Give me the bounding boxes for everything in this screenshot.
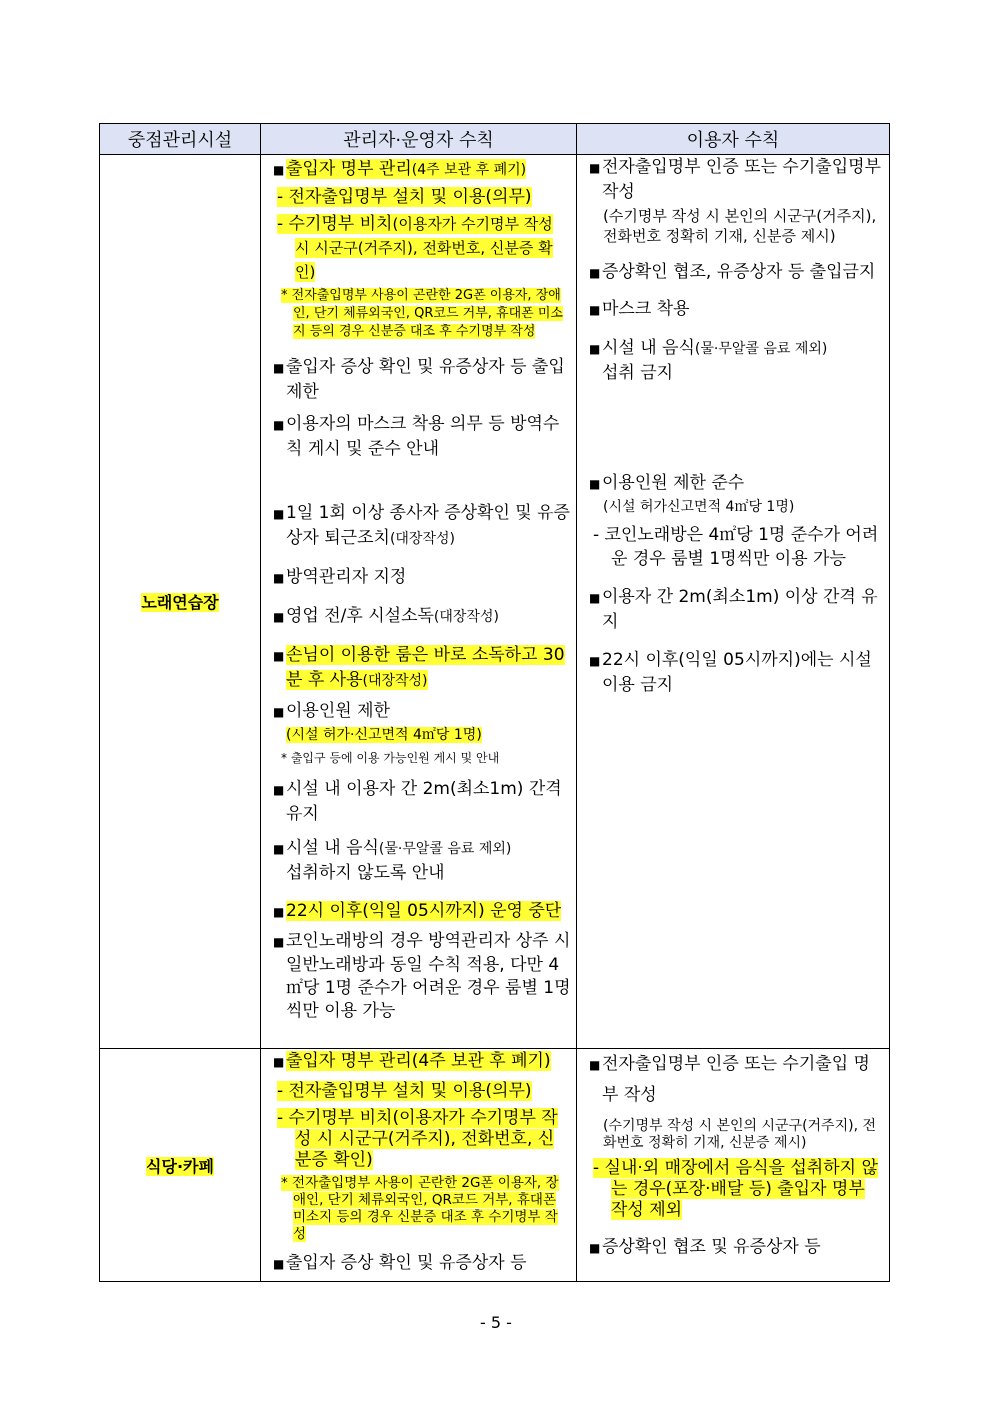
bullet-icon: ■ bbox=[273, 935, 285, 949]
header-user-rules: 이용자 수칙 bbox=[577, 124, 890, 155]
header-facility: 중점관리시설 bbox=[100, 124, 261, 155]
note: * 전자출입명부 사용이 곤란한 2G폰 이용자, 장애인, 단기 체류외국인, QR코드 거부, 휴대폰 미소지 등의 경우 신분증 대조 후 수기명부 작성 bbox=[281, 288, 563, 339]
list-item: ■증상확인 협조 및 유증상자 등 bbox=[589, 1235, 885, 1260]
list-item: ■시설 내 음식(물·무알콜 음료 제외) 섭취하지 않도록 안내 bbox=[273, 838, 512, 883]
bullet-icon: ■ bbox=[273, 783, 285, 797]
manager-rules-karaoke bbox=[261, 155, 577, 1049]
bullet-icon: ■ bbox=[273, 705, 285, 719]
bullet-icon: ■ bbox=[273, 1257, 285, 1271]
note: * 출입구 등에 이용 가능인원 게시 및 안내 bbox=[281, 751, 500, 765]
list-item: ■22시 이후(익일 05시까지)에는 시설 이용 금지 bbox=[589, 650, 872, 695]
bullet-icon: ■ bbox=[589, 654, 601, 668]
list-subitem: - 전자출입명부 설치 및 이용(의무) bbox=[277, 1081, 532, 1101]
note: * 전자출입명부 사용이 곤란한 2G폰 이용자, 장애인, 단기 체류외국인, QR코드 거부, 휴대폰 미소지 등의 경우 신분증 대조 후 수기명부 작성 bbox=[281, 1175, 559, 1242]
list-item: ■증상확인 협조, 유증상자 등 출입금지 bbox=[589, 260, 885, 285]
list-item: ■전자출입명부 인증 또는 수기출입명부 작성 bbox=[589, 157, 881, 202]
list-item: ■출입자 증상 확인 및 유증상자 등 bbox=[273, 1251, 572, 1276]
category-karaoke: 노래연습장 bbox=[141, 593, 219, 612]
user-rules-cafe bbox=[577, 1049, 890, 1282]
table-header-row bbox=[100, 124, 890, 155]
list-item: ■마스크 착용 bbox=[589, 297, 885, 322]
list-item: ■손님이 이용한 룸은 바로 소독하고 30분 후 사용(대장작성) bbox=[273, 645, 565, 690]
page-number: - 5 - bbox=[480, 1313, 512, 1332]
bullet-icon: ■ bbox=[589, 477, 601, 491]
list-item-detail: (시설 허가·신고면적 4㎡당 1명) bbox=[286, 727, 482, 743]
table-row-karaoke bbox=[100, 155, 890, 1049]
list-subitem: - 전자출입명부 설치 및 이용(의무) bbox=[277, 187, 532, 207]
list-item: ■이용인원 제한 bbox=[273, 699, 572, 724]
bullet-icon: ■ bbox=[273, 610, 285, 624]
list-item: ■출입자 명부 관리(4주 보관 후 폐기) bbox=[273, 1049, 572, 1074]
category-cell bbox=[100, 1049, 261, 1282]
list-item: ■출입자 증상 확인 및 유증상자 등 출입 제한 bbox=[273, 357, 565, 402]
list-item: ■시설 내 음식(물·무알콜 음료 제외) 섭취 금지 bbox=[589, 338, 828, 383]
list-item: ■전자출입명부 인증 또는 수기출입 명부 작성 bbox=[589, 1049, 885, 1110]
bullet-icon: ■ bbox=[589, 161, 601, 175]
bullet-icon: ■ bbox=[589, 591, 601, 605]
list-item: ■이용자 간 2m(최소1m) 이상 간격 유지 bbox=[589, 587, 878, 632]
bullet-icon: ■ bbox=[273, 842, 285, 856]
list-item-detail: (시설 허가신고면적 4㎡당 1명) bbox=[603, 499, 795, 515]
category-cell bbox=[100, 155, 261, 1049]
list-item: ■방역관리자 지정 bbox=[273, 565, 572, 590]
bullet-icon: ■ bbox=[589, 1058, 601, 1072]
list-item: ■22시 이후(익일 05시까지) 운영 중단 bbox=[273, 899, 572, 924]
bullet-icon: ■ bbox=[589, 266, 601, 280]
bullet-icon: ■ bbox=[589, 342, 601, 356]
list-subitem: - 코인노래방은 4㎡당 1명 준수가 어려운 경우 룸별 1명씩만 이용 가능 bbox=[593, 525, 879, 569]
list-item: ■이용인원 제한 준수 bbox=[589, 471, 885, 496]
bullet-icon: ■ bbox=[273, 571, 285, 585]
bullet-icon: ■ bbox=[273, 361, 285, 375]
bullet-icon: ■ bbox=[273, 507, 285, 521]
user-rules-karaoke bbox=[577, 155, 890, 1049]
list-item: ■출입자 명부 관리(4주 보관 후 폐기) bbox=[273, 157, 572, 182]
bullet-icon: ■ bbox=[273, 163, 285, 177]
list-item: ■이용자의 마스크 착용 의무 등 방역수칙 게시 및 준수 안내 bbox=[273, 414, 560, 459]
list-item: ■영업 전/후 시설소독(대장작성) bbox=[273, 604, 572, 629]
bullet-icon: ■ bbox=[273, 905, 285, 919]
list-subitem: - 수기명부 비치(이용자가 수기명부 작성 시 시군구(거주지), 전화번호, 신분증 확인) bbox=[277, 214, 553, 281]
category-cafe: 식당·카페 bbox=[146, 1156, 214, 1176]
list-subitem: - 실내·외 매장에서 음식을 섭취하지 않는 경우(포장·배달 등) 출입자 명부 작성 제외 bbox=[593, 1158, 878, 1220]
bullet-icon: ■ bbox=[273, 1055, 285, 1069]
rules-table bbox=[99, 123, 890, 1282]
manager-rules-cafe bbox=[261, 1049, 577, 1282]
list-item: ■1일 1회 이상 종사자 증상확인 및 유증상자 퇴근조치(대장작성) bbox=[273, 503, 570, 548]
list-item-detail: (수기명부 작성 시 본인의 시군구(거주지), 전화번호 정확히 기재, 신분증 제시) bbox=[603, 1118, 876, 1151]
bullet-icon: ■ bbox=[589, 1241, 601, 1255]
list-subitem: - 수기명부 비치(이용자가 수기명부 작성 시 시군구(거주지), 전화번호, 신분증 확인) bbox=[277, 1108, 558, 1170]
list-item: ■시설 내 이용자 간 2m(최소1m) 간격 유지 bbox=[273, 779, 562, 824]
list-item: ■코인노래방의 경우 방역관리자 상주 시 일반노래방과 동일 수칙 적용, 다만 4㎡당 1명 준수가 어려운 경우 룸별 1명씩만 이용 가능 bbox=[273, 931, 571, 1021]
bullet-icon: ■ bbox=[273, 649, 285, 663]
header-manager-rules: 관리자·운영자 수칙 bbox=[261, 124, 577, 155]
bullet-icon: ■ bbox=[589, 303, 601, 317]
bullet-icon: ■ bbox=[273, 418, 285, 432]
list-item-detail: (수기명부 작성 시 본인의 시군구(거주지), 전화번호 정확히 기재, 신분증 제시) bbox=[603, 207, 877, 245]
table-row-cafe bbox=[100, 1049, 890, 1282]
